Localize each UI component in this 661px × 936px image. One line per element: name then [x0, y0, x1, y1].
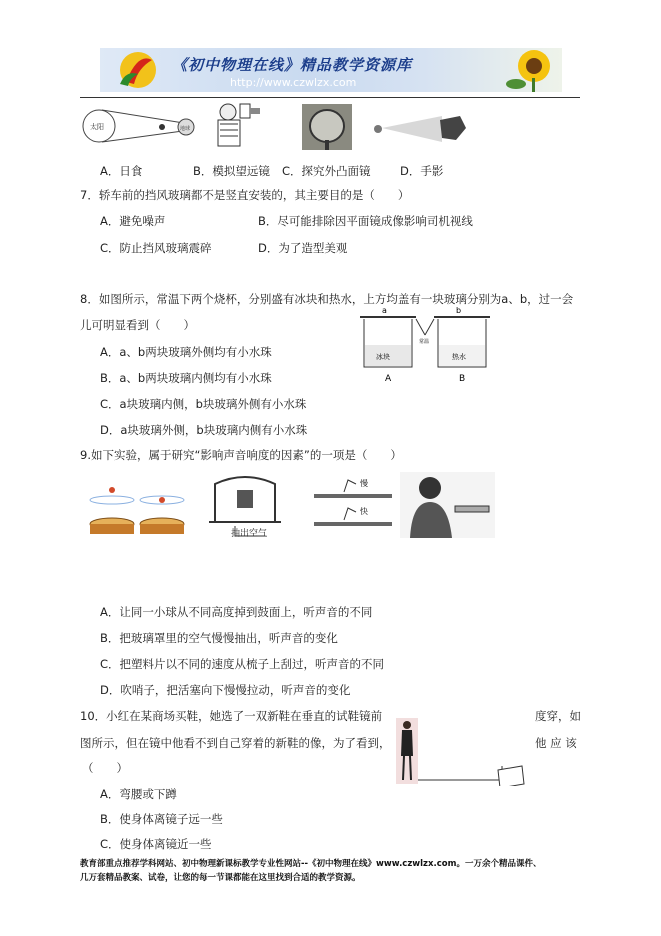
q10-line1-left: 10．小红在某商场买鞋，她选了一双新鞋在垂直的试鞋镜前: [80, 709, 383, 723]
q10-line3: （ ）: [82, 761, 128, 775]
hand-shadow-figure: [370, 114, 470, 144]
ice-label: 冰块: [376, 353, 390, 361]
q8-stem-line2: 儿可明显看到（ ）: [80, 318, 195, 332]
q10-line1-right: 度穿，如: [535, 709, 581, 723]
hot-water-label: 热水: [452, 353, 466, 361]
q6-option-a: A．日食: [100, 164, 143, 178]
q10-line2-left: 图所示，但在镜中他看不到自己穿着的新鞋的像，为了看到，: [80, 736, 391, 750]
drum-ball-figure: [82, 478, 192, 543]
q8-option-b: B．a、b两块玻璃内侧均有小水珠: [100, 371, 272, 385]
telescope-figure: [206, 100, 266, 150]
q9-option-d: D．吹哨子，把活塞向下慢慢拉动，听声音的变化: [100, 683, 351, 697]
q6-option-d: D．手影: [400, 164, 444, 178]
q6-option-c: C．探究外凸面镜: [282, 164, 371, 178]
q8-option-c: C．a块玻璃内侧，b块玻璃外侧有小水珠: [100, 397, 307, 411]
room-temp-label: 常温: [419, 339, 430, 345]
beaker-a-label: A: [385, 374, 392, 383]
q10-option-c: C．使身体离镜近一些: [100, 837, 212, 851]
whistle-figure: [400, 472, 495, 538]
q10-line2-right: 他 应 该: [535, 736, 577, 750]
q7-option-c: C．防止挡风玻璃震碎: [100, 241, 212, 255]
beaker-b-label: B: [459, 374, 466, 383]
banner-title: 《初中物理在线》精品教学资源库: [172, 56, 413, 74]
banner-url: http://www.czwlzx.com: [230, 76, 357, 89]
header-banner: [100, 48, 562, 92]
q7-option-d: D．为了造型美观: [258, 241, 348, 255]
q9-stem: 9.如下实验，属于研究“影响声音响度的因素”的一项是（ ）: [80, 448, 402, 462]
pump-label: 抽出空气: [231, 529, 268, 539]
slow-label: 慢: [360, 479, 368, 488]
q8-option-a: A．a、b两块玻璃外侧均有小水珠: [100, 345, 272, 359]
glass-b-label: b: [456, 306, 462, 315]
q7-stem: 7．轿车前的挡风玻璃都不是竖直安装的，其主要目的是（ ）: [80, 188, 410, 202]
q9-option-a: A．让同一小球从不同高度掉到鼓面上，听声音的不同: [100, 605, 373, 619]
header-rule: [80, 97, 580, 98]
q6-option-b: B．模拟望远镜: [193, 164, 270, 178]
beakers-figure: [356, 305, 496, 383]
bell-jar-figure: [205, 470, 300, 540]
glass-a-label: a: [382, 306, 387, 315]
convex-mirror-figure: [302, 104, 352, 150]
mirror-figure: [392, 718, 532, 786]
q10-option-a: A．弯腰或下蹲: [100, 787, 177, 801]
sun-label: 太阳: [90, 123, 104, 131]
q10-option-b: B．使身体离镜子远一些: [100, 812, 223, 826]
comb-figure: [312, 476, 397, 536]
q8-stem-line1: 8．如图所示，常温下两个烧杯，分别盛有冰块和热水，上方均盖有一块玻璃分别为a、b，过一会: [80, 292, 574, 306]
footer-line1: 教育部重点推荐学科网站、初中物理新课标教学专业性网站--《初中物理在线》www.czwlzx.com。一万余个精品课件、: [80, 859, 542, 869]
q9-option-b: B．把玻璃罩里的空气慢慢抽出，听声音的变化: [100, 631, 338, 645]
fast-label: 快: [360, 507, 368, 516]
q7-option-a: A．避免噪声: [100, 214, 166, 228]
eclipse-figure: [82, 106, 202, 148]
footer-line2: 几万套精品教案、试卷，让您的每一节课都能在这里找到合适的教学资源。: [80, 873, 361, 883]
q7-option-b: B．尽可能排除因平面镜成像影响司机视线: [258, 214, 473, 228]
earth-label: 地球: [180, 126, 191, 132]
q9-option-c: C．把塑料片以不同的速度从梳子上刮过，听声音的不同: [100, 657, 385, 671]
q8-option-d: D．a块玻璃外侧，b块玻璃内侧有小水珠: [100, 423, 308, 437]
logo-icon: [108, 48, 168, 92]
sunflower-icon: [492, 48, 562, 92]
